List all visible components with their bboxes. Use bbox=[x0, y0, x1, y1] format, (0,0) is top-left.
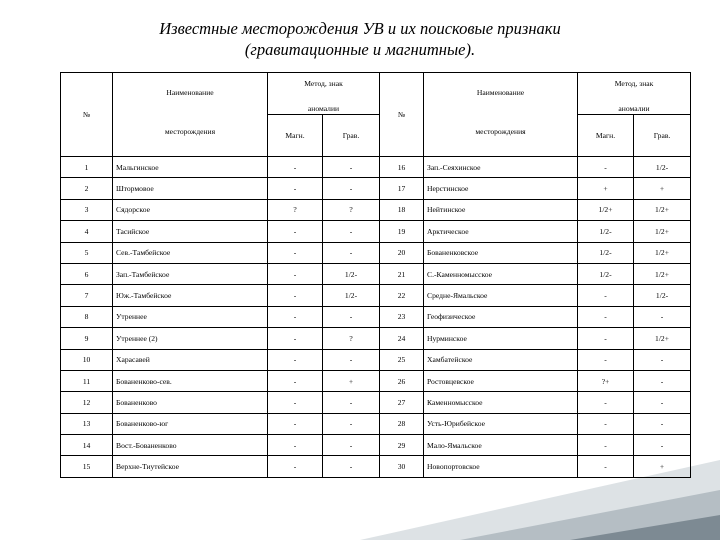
deposit-name-right: Геофизическое bbox=[424, 306, 578, 327]
row-number-left: 8 bbox=[61, 306, 113, 327]
header-name-left bbox=[113, 73, 268, 157]
row-number-right: 26 bbox=[380, 370, 424, 391]
magnetic-sign-right: ?+ bbox=[578, 370, 634, 391]
row-number-left: 9 bbox=[61, 328, 113, 349]
deposit-name-left: Мальгинское bbox=[113, 157, 268, 178]
deposit-name-left: Сядорское bbox=[113, 199, 268, 220]
magnetic-sign-left: - bbox=[268, 263, 323, 284]
deposit-name-right: Нейтинское bbox=[424, 199, 578, 220]
table-row bbox=[61, 242, 691, 263]
row-number-right: 21 bbox=[380, 263, 424, 284]
deposit-name-right: Усть-Юрибейское bbox=[424, 413, 578, 434]
gravity-sign-right: 1/2+ bbox=[634, 199, 691, 220]
deposit-name-right: Новопортовское bbox=[424, 456, 578, 477]
gravity-sign-right: - bbox=[634, 413, 691, 434]
header-method-left-line1: Метод, знак bbox=[304, 78, 343, 88]
magnetic-sign-left: - bbox=[268, 306, 323, 327]
header-method-right bbox=[578, 73, 691, 115]
header-name-right-line2: месторождения bbox=[475, 126, 526, 136]
deposits-table bbox=[60, 72, 691, 478]
deposit-name-right: Нурминское bbox=[424, 328, 578, 349]
header-number-left: № bbox=[61, 73, 113, 157]
magnetic-sign-left: - bbox=[268, 413, 323, 434]
gravity-sign-right: + bbox=[634, 178, 691, 199]
table-row bbox=[61, 413, 691, 434]
deposit-name-right: С.-Каменномысское bbox=[424, 263, 578, 284]
table-row bbox=[61, 306, 691, 327]
table-row bbox=[61, 392, 691, 413]
deposit-name-right: Ростовцевское bbox=[424, 370, 578, 391]
magnetic-sign-left: - bbox=[268, 157, 323, 178]
deposit-name-left: Вост.-Бованенково bbox=[113, 435, 268, 456]
header-method-right-line1: Метод, знак bbox=[614, 78, 654, 88]
gravity-sign-right: 1/2- bbox=[634, 157, 691, 178]
gravity-sign-right: 1/2+ bbox=[634, 221, 691, 242]
header-magn-right: Магн. bbox=[578, 115, 634, 157]
gravity-sign-left: ? bbox=[323, 328, 380, 349]
gravity-sign-right: 1/2+ bbox=[634, 263, 691, 284]
header-method-left bbox=[268, 73, 380, 115]
magnetic-sign-left: - bbox=[268, 435, 323, 456]
gravity-sign-right: - bbox=[634, 435, 691, 456]
magnetic-sign-left: - bbox=[268, 285, 323, 306]
table-row bbox=[61, 157, 691, 178]
magnetic-sign-left: - bbox=[268, 242, 323, 263]
magnetic-sign-right: - bbox=[578, 392, 634, 413]
deposit-name-right: Средне-Ямальское bbox=[424, 285, 578, 306]
deposit-name-right: Арктическое bbox=[424, 221, 578, 242]
row-number-right: 24 bbox=[380, 328, 424, 349]
header-name-right bbox=[424, 73, 578, 157]
gravity-sign-left: - bbox=[323, 456, 380, 477]
deposit-name-left: Харасавей bbox=[113, 349, 268, 370]
magnetic-sign-right: - bbox=[578, 285, 634, 306]
gravity-sign-left: ? bbox=[323, 199, 380, 220]
title-line-2: (гравитационные и магнитные). bbox=[244, 40, 476, 59]
gravity-sign-right: + bbox=[634, 456, 691, 477]
row-number-right: 17 bbox=[380, 178, 424, 199]
table-row bbox=[61, 349, 691, 370]
header-method-left-line2: аномалии bbox=[307, 103, 340, 113]
deposit-name-left: Штормовое bbox=[113, 178, 268, 199]
header-grav-left: Грав. bbox=[323, 115, 380, 157]
row-number-right: 29 bbox=[380, 435, 424, 456]
gravity-sign-left: - bbox=[323, 413, 380, 434]
deposit-name-left: Зап.-Тамбейское bbox=[113, 263, 268, 284]
row-number-left: 4 bbox=[61, 221, 113, 242]
gravity-sign-left: - bbox=[323, 306, 380, 327]
deposit-name-left: Утреннее bbox=[113, 306, 268, 327]
row-number-right: 22 bbox=[380, 285, 424, 306]
magnetic-sign-right: 1/2- bbox=[578, 263, 634, 284]
magnetic-sign-left: - bbox=[268, 370, 323, 391]
gravity-sign-left: - bbox=[323, 349, 380, 370]
gravity-sign-right: 1/2- bbox=[634, 285, 691, 306]
deposit-name-left: Сев.-Тамбейское bbox=[113, 242, 268, 263]
row-number-left: 13 bbox=[61, 413, 113, 434]
magnetic-sign-right: + bbox=[578, 178, 634, 199]
row-number-right: 30 bbox=[380, 456, 424, 477]
row-number-left: 3 bbox=[61, 199, 113, 220]
deposit-name-right: Мало-Ямальское bbox=[424, 435, 578, 456]
table-row bbox=[61, 456, 691, 477]
deposit-name-left: Верхне-Тиутейское bbox=[113, 456, 268, 477]
deposit-name-left: Бованенково-сев. bbox=[113, 370, 268, 391]
deposit-name-left: Утреннее (2) bbox=[113, 328, 268, 349]
row-number-left: 5 bbox=[61, 242, 113, 263]
gravity-sign-left: - bbox=[323, 221, 380, 242]
gravity-sign-left: - bbox=[323, 392, 380, 413]
magnetic-sign-left: - bbox=[268, 456, 323, 477]
deposit-name-right: Бованенковское bbox=[424, 242, 578, 263]
gravity-sign-right: 1/2+ bbox=[634, 242, 691, 263]
magnetic-sign-right: - bbox=[578, 328, 634, 349]
magnetic-sign-right: - bbox=[578, 435, 634, 456]
row-number-left: 15 bbox=[61, 456, 113, 477]
header-magn-left: Магн. bbox=[268, 115, 323, 157]
gravity-sign-right: - bbox=[634, 306, 691, 327]
deposit-name-left: Бованенково bbox=[113, 392, 268, 413]
table-row bbox=[61, 221, 691, 242]
table-header bbox=[61, 73, 691, 157]
header-name-right-line1: Наименование bbox=[476, 87, 525, 97]
gravity-sign-left: - bbox=[323, 242, 380, 263]
deposit-name-left: Тасийское bbox=[113, 221, 268, 242]
table-row bbox=[61, 328, 691, 349]
gravity-sign-left: - bbox=[323, 178, 380, 199]
row-number-left: 12 bbox=[61, 392, 113, 413]
deposit-name-left: Бованенково-юг bbox=[113, 413, 268, 434]
deposit-name-right: Каменномысское bbox=[424, 392, 578, 413]
page-title bbox=[60, 18, 660, 60]
table-row bbox=[61, 178, 691, 199]
gravity-sign-right: 1/2+ bbox=[634, 328, 691, 349]
row-number-right: 28 bbox=[380, 413, 424, 434]
row-number-left: 10 bbox=[61, 349, 113, 370]
magnetic-sign-left: - bbox=[268, 221, 323, 242]
row-number-left: 6 bbox=[61, 263, 113, 284]
header-name-left-line1: Наименование bbox=[166, 87, 214, 97]
row-number-right: 20 bbox=[380, 242, 424, 263]
title-line-1: Известные месторождения УВ и их поисковые признаки bbox=[159, 19, 561, 38]
table-row bbox=[61, 370, 691, 391]
header-method-right-line2: аномалии bbox=[618, 103, 650, 113]
magnetic-sign-right: - bbox=[578, 349, 634, 370]
magnetic-sign-right: - bbox=[578, 456, 634, 477]
deposit-name-right: Хамбатейское bbox=[424, 349, 578, 370]
row-number-right: 23 bbox=[380, 306, 424, 327]
deposit-name-left: Юж.-Тамбейское bbox=[113, 285, 268, 306]
row-number-right: 18 bbox=[380, 199, 424, 220]
deposit-name-right: Нерстинское bbox=[424, 178, 578, 199]
table-row bbox=[61, 263, 691, 284]
magnetic-sign-left: ? bbox=[268, 199, 323, 220]
row-number-left: 7 bbox=[61, 285, 113, 306]
row-number-left: 14 bbox=[61, 435, 113, 456]
row-number-left: 11 bbox=[61, 370, 113, 391]
magnetic-sign-left: - bbox=[268, 392, 323, 413]
magnetic-sign-left: - bbox=[268, 349, 323, 370]
gravity-sign-left: - bbox=[323, 157, 380, 178]
row-number-right: 27 bbox=[380, 392, 424, 413]
gravity-sign-right: - bbox=[634, 370, 691, 391]
magnetic-sign-left: - bbox=[268, 328, 323, 349]
gravity-sign-left: 1/2- bbox=[323, 285, 380, 306]
magnetic-sign-right: 1/2- bbox=[578, 221, 634, 242]
gravity-sign-left: + bbox=[323, 370, 380, 391]
row-number-left: 2 bbox=[61, 178, 113, 199]
header-number-right: № bbox=[380, 73, 424, 157]
table-row bbox=[61, 285, 691, 306]
magnetic-sign-right: 1/2+ bbox=[578, 199, 634, 220]
row-number-right: 19 bbox=[380, 221, 424, 242]
magnetic-sign-right: - bbox=[578, 306, 634, 327]
magnetic-sign-right: 1/2- bbox=[578, 242, 634, 263]
gravity-sign-right: - bbox=[634, 349, 691, 370]
gravity-sign-left: - bbox=[323, 435, 380, 456]
row-number-right: 25 bbox=[380, 349, 424, 370]
magnetic-sign-right: - bbox=[578, 413, 634, 434]
gravity-sign-right: - bbox=[634, 392, 691, 413]
header-name-left-line2: месторождения bbox=[164, 126, 216, 136]
table-row bbox=[61, 435, 691, 456]
magnetic-sign-left: - bbox=[268, 178, 323, 199]
header-grav-right: Грав. bbox=[634, 115, 691, 157]
magnetic-sign-right: - bbox=[578, 157, 634, 178]
table-row bbox=[61, 199, 691, 220]
row-number-left: 1 bbox=[61, 157, 113, 178]
gravity-sign-left: 1/2- bbox=[323, 263, 380, 284]
row-number-right: 16 bbox=[380, 157, 424, 178]
table-body bbox=[61, 157, 691, 478]
deposit-name-right: Зап.-Сеяхинское bbox=[424, 157, 578, 178]
